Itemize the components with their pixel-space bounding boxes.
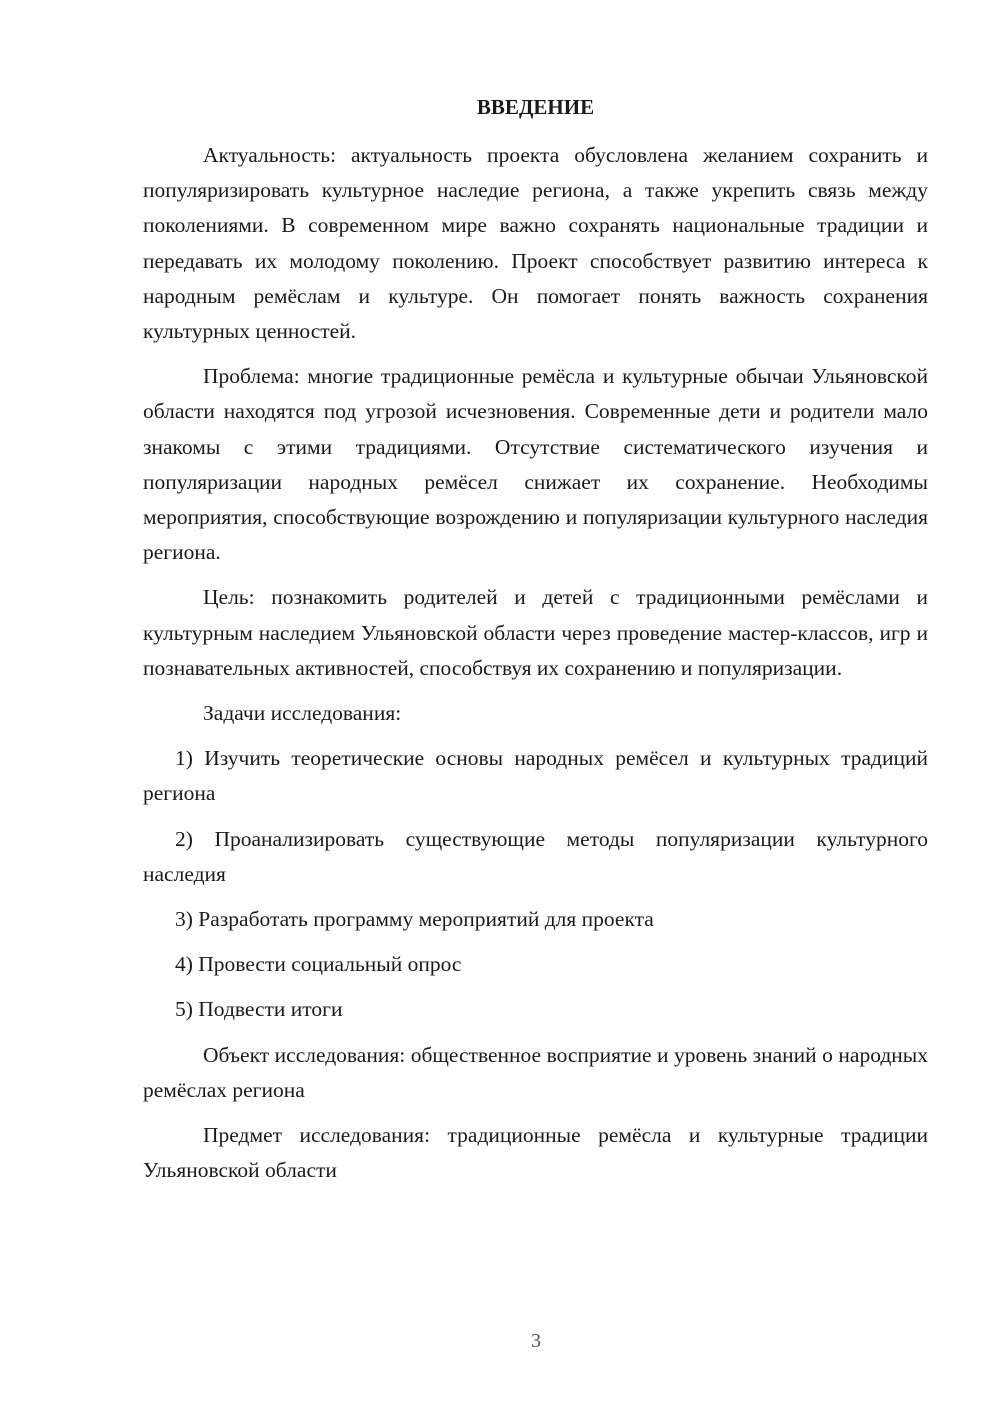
task-item-1: 1) Изучить теоретические основы народных ремёсел и культурных традиций региона <box>143 746 928 806</box>
task-item-2: 2) Проанализировать существующие методы популяризации культурного наследия <box>143 826 928 886</box>
paragraph-object: Объект исследования: общественное восприятие и уровень знаний о народных ремёслах региона <box>143 1042 928 1102</box>
paragraph-relevance: Актуальность: актуальность проекта обусловлена желанием сохранить и популяризировать культурное наследие региона, а также укрепить связь между поколениями. В современном мире важно сохранять национальные традиции и передавать их молодому поколению. Проект способствует развитию интереса к народным ремёслам и культуре. Он помогает понять важность сохранения культурных ценностей. <box>143 143 928 344</box>
page-title: ВВЕДЕНИЕ <box>476 95 595 119</box>
document-page <box>143 90 928 1198</box>
paragraph-problem: Проблема: многие традиционные ремёсла и культурные обычаи Ульяновской области находятся под угрозой исчезновения. Современные дети и родители мало знакомы с этими традициями. Отсутствие систематического изучения и популяризации народных ремёсел снижает их сохранение. Необходимы мероприятия, способствующие возрождению и популяризации культурного наследия региона. <box>143 364 928 565</box>
page-number: 3 <box>531 1330 541 1352</box>
task-item-5: 5) Подвести итоги <box>175 997 343 1022</box>
task-item-3: 3) Разработать программу мероприятий для проекта <box>175 907 654 932</box>
tasks-title: Задачи исследования: <box>203 701 402 726</box>
paragraph-goal: Цель: познакомить родителей и детей с традиционными ремёслами и культурным наследием Ульяновской области через проведение мастер-классов, игр и познавательных активностей, способствуя их сохранению и популяризации. <box>143 585 928 680</box>
paragraph-subject: Предмет исследования: традиционные ремёсла и культурные традиции Ульяновской области <box>143 1123 928 1183</box>
task-item-4: 4) Провести социальный опрос <box>175 952 462 977</box>
